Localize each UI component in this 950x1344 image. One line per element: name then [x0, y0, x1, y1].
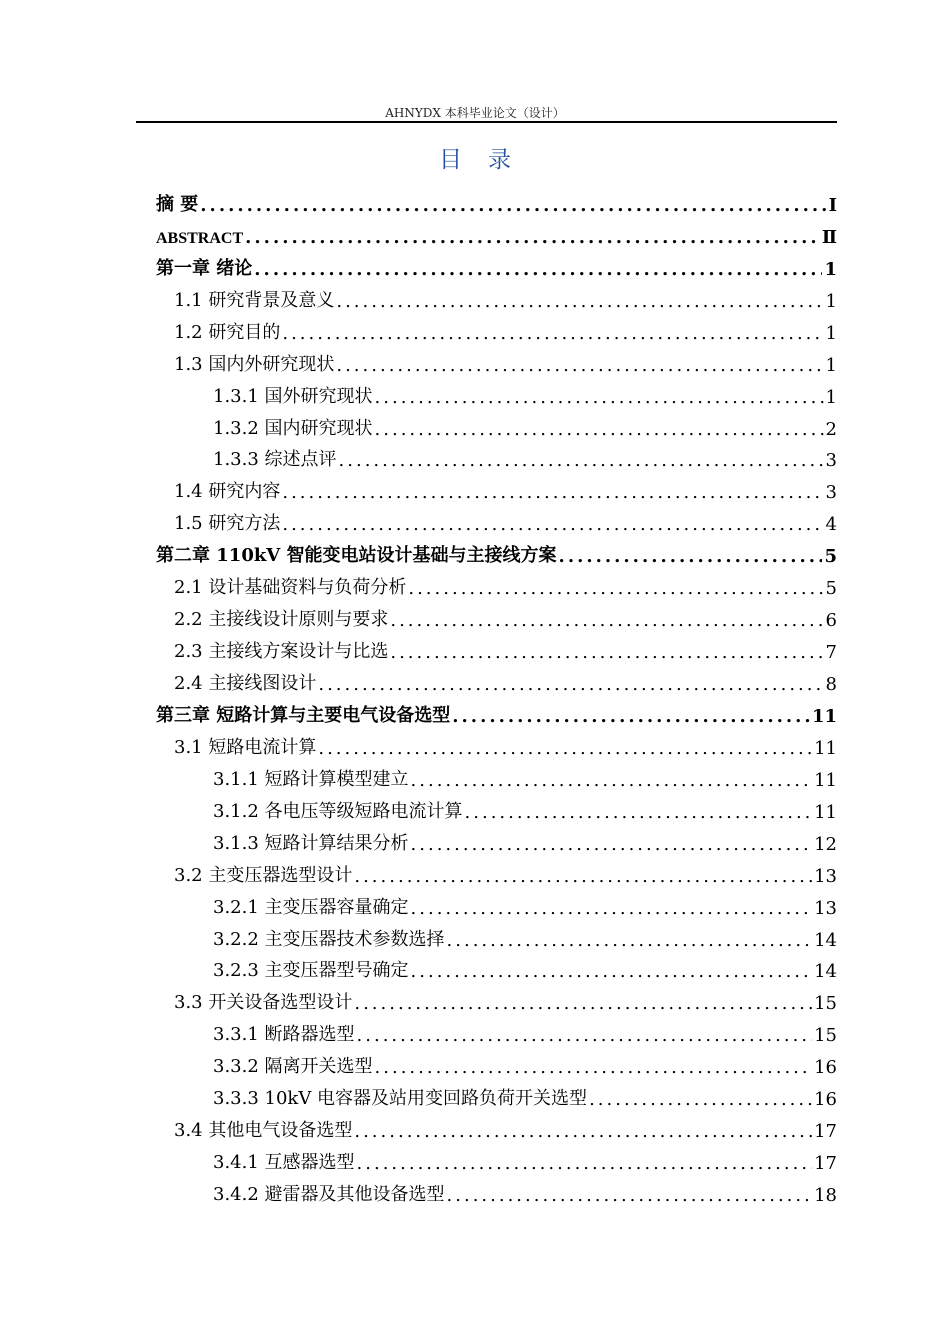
toc-entry-label: 1.3 国内外研究现状 [174, 353, 335, 375]
toc-leader-dots [375, 1057, 813, 1078]
toc-entry-page: 1 [825, 290, 837, 312]
toc-entry[interactable] [156, 923, 837, 955]
toc-entry-label: 1.2 研究目的 [174, 321, 281, 343]
toc-entry[interactable] [156, 284, 837, 316]
toc-entry[interactable] [156, 507, 837, 539]
toc-entry-label: 3.4.1 互感器选型 [213, 1152, 355, 1174]
toc-entry-page: 14 [814, 961, 837, 983]
toc-entry[interactable] [156, 603, 837, 635]
toc-leader-dots [282, 514, 823, 535]
toc-leader-dots [357, 1153, 813, 1174]
toc-leader-dots [452, 706, 810, 727]
toc-entry[interactable] [156, 1050, 837, 1082]
toc-entry[interactable] [156, 986, 837, 1018]
toc-entry[interactable] [156, 891, 837, 923]
toc-entry[interactable] [156, 955, 837, 987]
toc-entry[interactable] [156, 316, 837, 348]
toc-entry[interactable] [156, 1178, 837, 1210]
toc-entry-page: I [828, 194, 837, 216]
toc-leader-dots [408, 578, 823, 599]
toc-entry-page: 7 [825, 642, 837, 664]
toc-entry-label: 1.1 研究背景及意义 [174, 289, 335, 311]
toc-entry-label: 2.2 主接线设计原则与要求 [174, 609, 389, 631]
toc-entry-page: 15 [814, 993, 837, 1015]
toc-leader-dots [245, 227, 820, 248]
toc-leader-dots [339, 450, 824, 471]
toc-entry-page: 3 [825, 482, 837, 504]
toc-entry-page: 18 [814, 1185, 837, 1206]
toc-entry-page: 1 [824, 258, 837, 280]
toc-entry-label: 第三章 短路计算与主要电气设备选型 [156, 704, 451, 726]
toc-entry-label: 3.2.1 主变压器容量确定 [213, 896, 409, 918]
toc-entry[interactable] [156, 475, 837, 507]
toc-entry[interactable] [156, 731, 837, 763]
toc-entry-label: 3.3.1 断路器选型 [213, 1024, 355, 1046]
toc-entry-page: 17 [814, 1153, 837, 1175]
toc-entry[interactable] [156, 252, 837, 284]
toc-entry[interactable] [156, 380, 837, 412]
toc-entry-label: 3.3.3 10kV 电容器及站用变回路负荷开关选型 [213, 1088, 588, 1110]
toc-entry-page: 4 [825, 514, 837, 536]
toc-entry[interactable] [156, 699, 837, 731]
toc-entry-page: 11 [814, 769, 837, 791]
toc-leader-dots [411, 834, 813, 855]
toc-list [156, 188, 837, 1210]
toc-entry-label: 3.4 其他电气设备选型 [174, 1120, 353, 1142]
toc-entry[interactable] [156, 859, 837, 891]
toc-leader-dots [411, 961, 813, 982]
toc-entry[interactable] [156, 1146, 837, 1178]
toc-entry-page: 11 [814, 737, 837, 759]
toc-entry[interactable] [156, 539, 837, 571]
toc-leader-dots [318, 674, 823, 695]
toc-entry-label: 3.4.2 避雷器及其他设备选型 [213, 1184, 445, 1205]
toc-entry[interactable] [156, 827, 837, 859]
toc-entry-page: 16 [814, 1057, 837, 1079]
page-header: AHNYDX 本科毕业论文（设计） [385, 106, 565, 120]
toc-entry-page: 6 [825, 610, 837, 632]
toc-entry-page: 1 [825, 386, 837, 408]
toc-entry[interactable] [156, 635, 837, 667]
toc-entry-label: 3.2 主变压器选型设计 [174, 864, 353, 886]
toc-entry-page: 5 [825, 578, 837, 600]
toc-leader-dots [375, 419, 824, 440]
toc-entry-label: 1.4 研究内容 [174, 481, 281, 503]
toc-leader-dots [390, 610, 823, 631]
toc-leader-dots [357, 1025, 813, 1046]
toc-entry[interactable] [156, 795, 837, 827]
toc-entry-label: 1.5 研究方法 [174, 513, 281, 535]
toc-leader-dots [318, 738, 812, 759]
toc-entry-page: 12 [814, 833, 837, 855]
toc-leader-dots [465, 802, 813, 823]
toc-leader-dots [354, 1121, 812, 1142]
toc-entry-page: 5 [824, 546, 837, 568]
toc-leader-dots [375, 387, 824, 408]
toc-leader-dots [354, 866, 812, 887]
toc-entry-page: 15 [814, 1025, 837, 1047]
toc-entry[interactable] [156, 220, 837, 252]
toc-entry-label: 3.1 短路电流计算 [174, 736, 317, 758]
toc-entry-page: 13 [814, 865, 837, 887]
toc-entry[interactable] [156, 1018, 837, 1050]
toc-leader-dots [336, 291, 823, 312]
toc-entry-label: 3.2.3 主变压器型号确定 [213, 960, 409, 982]
toc-leader-dots [282, 482, 823, 503]
toc-leader-dots [589, 1089, 812, 1110]
toc-entry[interactable] [156, 1082, 837, 1114]
toc-leader-dots [411, 898, 813, 919]
toc-entry-label: ABSTRACT [156, 229, 244, 247]
toc-leader-dots [447, 1185, 813, 1206]
toc-entry-label: 1.3.3 综述点评 [213, 449, 337, 471]
toc-entry-label: 摘 要 [156, 193, 199, 215]
toc-entry-page: Ⅱ [821, 226, 837, 248]
toc-entry[interactable] [156, 412, 837, 444]
toc-entry[interactable] [156, 188, 837, 220]
toc-title: 目录 [439, 147, 537, 173]
toc-entry-label: 3.2.2 主变压器技术参数选择 [213, 928, 445, 950]
header-rule [136, 121, 837, 123]
toc-leader-dots [411, 770, 813, 791]
toc-entry-label: 3.1.1 短路计算模型建立 [213, 768, 409, 790]
toc-entry-label: 第一章 绪论 [156, 257, 253, 279]
toc-leader-dots [200, 195, 826, 216]
toc-leader-dots [254, 259, 822, 280]
toc-entry-label: 3.1.2 各电压等级短路电流计算 [213, 800, 463, 822]
toc-entry[interactable] [156, 1114, 837, 1146]
toc-entry-label: 1.3.2 国内研究现状 [213, 417, 373, 439]
toc-entry-label: 2.4 主接线图设计 [174, 673, 317, 694]
toc-entry-page: 17 [814, 1121, 837, 1143]
toc-leader-dots [390, 642, 823, 663]
toc-entry-page: 16 [814, 1089, 837, 1111]
toc-entry[interactable] [156, 667, 837, 699]
toc-entry-label: 3.1.3 短路计算结果分析 [213, 832, 409, 854]
toc-entry[interactable] [156, 348, 837, 380]
toc-entry-label: 1.3.1 国外研究现状 [213, 385, 373, 407]
toc-entry-label: 2.1 设计基础资料与负荷分析 [174, 577, 407, 599]
toc-entry-page: 1 [825, 322, 837, 344]
toc-leader-dots [282, 323, 823, 344]
toc-entry-page: 11 [814, 801, 837, 823]
toc-entry[interactable] [156, 444, 837, 476]
toc-entry-label: 3.3.2 隔离开关选型 [213, 1056, 373, 1078]
toc-entry-label: 3.3 开关设备选型设计 [174, 992, 353, 1014]
toc-entry-label: 第二章 110kV 智能变电站设计基础与主接线方案 [156, 545, 557, 567]
toc-entry-page: 14 [814, 929, 837, 951]
toc-leader-dots [447, 930, 813, 951]
toc-entry-page: 2 [825, 418, 837, 440]
toc-entry-page: 11 [811, 705, 837, 727]
toc-entry[interactable] [156, 763, 837, 795]
toc-entry-page: 1 [825, 354, 837, 376]
toc-entry[interactable] [156, 571, 837, 603]
toc-leader-dots [559, 546, 823, 567]
toc-entry-page: 3 [825, 450, 837, 472]
toc-leader-dots [336, 355, 823, 376]
toc-entry-page: 8 [825, 674, 837, 695]
toc-leader-dots [354, 993, 812, 1014]
toc-entry-page: 13 [814, 897, 837, 919]
toc-entry-label: 2.3 主接线方案设计与比选 [174, 641, 389, 663]
